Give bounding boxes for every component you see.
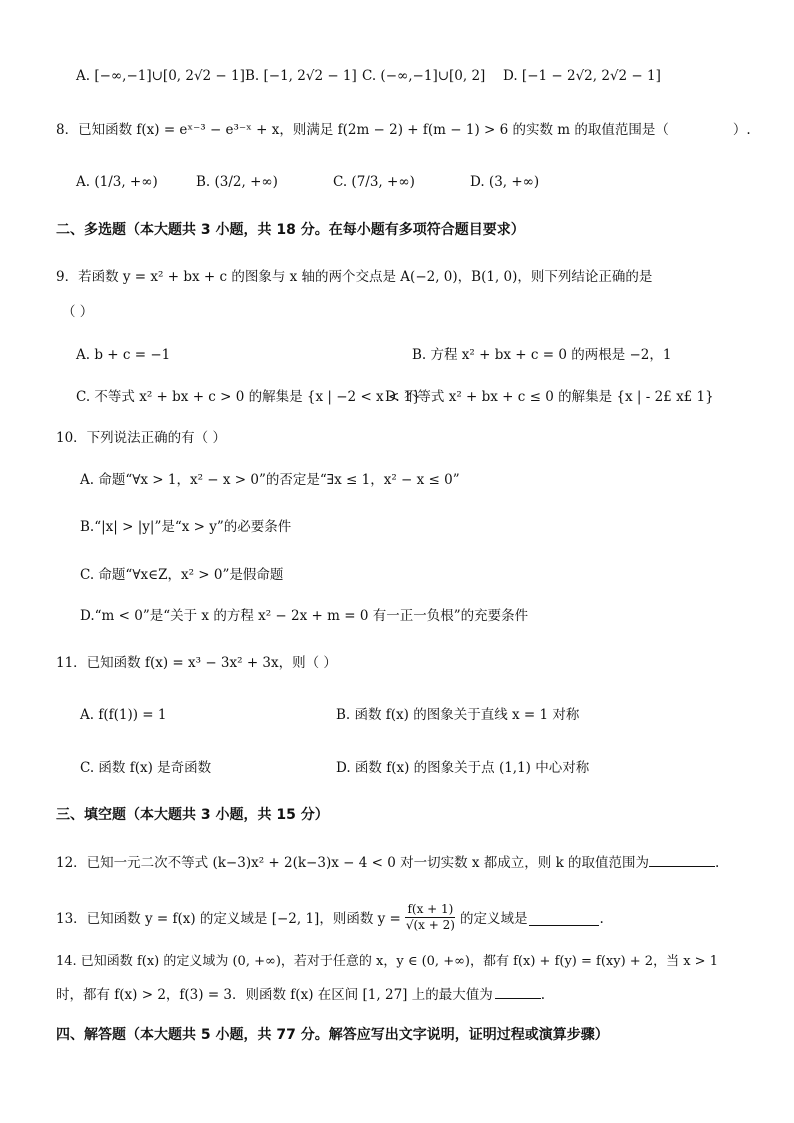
- q8-option-c: C. (7/3, +∞): [333, 174, 415, 190]
- q13-fraction: [404, 902, 457, 933]
- q13-end: .: [599, 910, 604, 927]
- q14-line-2-text: 时，都有 f(x) > 2，f(3) = 3．则函数 f(x) 在区间 [1, 27] 上的最大值为: [56, 987, 493, 1003]
- q9-option-b: B. 方程 x² + bx + c = 0 的两根是 −2，1: [412, 347, 672, 363]
- q14-end: .: [540, 987, 546, 1003]
- section-2-heading: 二、多选题（本大题共 3 小题，共 18 分。在每小题有多项符合题目要求）: [56, 222, 525, 238]
- q13-answer-blank: [529, 911, 599, 926]
- q13-stem-a: 13．已知函数 y = f(x) 的定义域是 [−2, 1]，则函数 y =: [56, 910, 401, 927]
- q8-option-a: A. (1/3, +∞): [76, 174, 158, 190]
- section-4-heading: 四、解答题（本大题共 5 小题，共 77 分。解答应写出文字说明，证明过程或演算步骤）: [56, 1027, 609, 1043]
- q10-option-d: D.“m < 0”是“关于 x 的方程 x² − 2x + m = 0 有一正一负根”的充要条件: [80, 608, 529, 624]
- q13-stem: [56, 903, 604, 934]
- q13-stem-b: 的定义域是: [459, 910, 528, 927]
- q12-stem-text: 12．已知一元二次不等式 (k−3)x² + 2(k−3)x − 4 < 0 对一切实数 x 都成立，则 k 的取值范围为: [56, 855, 650, 871]
- q7-option-c: C. (−∞,−1]∪[0, 2]: [362, 68, 486, 84]
- q14-line-2: [56, 984, 545, 1005]
- q8-option-b: B. (3/2, +∞): [196, 174, 278, 190]
- q9-paren: （ ）: [62, 304, 94, 320]
- q11-stem: 11．已知函数 f(x) = x³ − 3x² + 3x，则（ ）: [56, 655, 337, 671]
- q8-option-d: D. (3, +∞): [470, 174, 540, 190]
- q11-option-c: C. 函数 f(x) 是奇函数: [80, 760, 212, 776]
- q10-option-c: C. 命题“∀x∈Z，x² > 0”是假命题: [80, 567, 284, 583]
- q14-line-1: 14. 已知函数 f(x) 的定义域为 (0, +∞)，若对于任意的 x，y ∈ (0, +∞)，都有 f(x) + f(y) = f(xy) + 2，当 x > 1: [56, 954, 718, 969]
- q7-option-b: B. [−1, 2√2 − 1]: [245, 68, 357, 84]
- q12-end: .: [715, 855, 720, 871]
- q8-stem: [56, 120, 751, 140]
- q8-stem-text: 8．已知函数 f(x) = eˣ⁻³ − e³⁻ˣ + x，则满足 f(2m − 2) + f(m − 1) > 6 的实数 m 的取值范围是（: [56, 122, 669, 138]
- q14-answer-blank: [495, 984, 541, 999]
- q11-option-b: B. 函数 f(x) 的图象关于直线 x = 1 对称: [336, 707, 580, 723]
- q7-option-d: D. [−1 − 2√2, 2√2 − 1]: [503, 68, 661, 84]
- q9-option-a: A. b + c = −1: [76, 347, 171, 363]
- q12-stem: [56, 852, 719, 873]
- q10-stem: 10．下列说法正确的有（ ）: [56, 430, 226, 446]
- q7-option-a: A. [−∞,−1]∪[0, 2√2 − 1]: [76, 68, 245, 84]
- q9-option-d: D. 不等式 x² + bx + c ≤ 0 的解集是 {x | - 2£ x£ 1}: [385, 389, 714, 405]
- section-3-heading: 三、填空题（本大题共 3 小题，共 15 分）: [56, 807, 329, 823]
- q10-option-b: B.“|x| > |y|”是“x > y”的必要条件: [80, 519, 292, 535]
- q11-option-d: D. 函数 f(x) 的图象关于点 (1,1) 中心对称: [336, 760, 590, 776]
- q13-numerator: f(x + 1): [407, 902, 454, 916]
- q10-option-a: A. 命题“∀x > 1，x² − x > 0”的否定是“∃x ≤ 1，x² − x ≤ 0”: [80, 472, 460, 488]
- q12-answer-blank: [649, 852, 715, 867]
- q8-close: ）.: [732, 122, 751, 138]
- q11-option-a: A. f(f(1)) = 1: [80, 707, 167, 723]
- q9-stem: 9．若函数 y = x² + bx + c 的图象与 x 轴的两个交点是 A(−2, 0)，B(1, 0)，则下列结论正确的是: [56, 269, 653, 285]
- q9-option-c: C. 不等式 x² + bx + c > 0 的解集是 {x | −2 < x < 1}: [76, 389, 421, 405]
- q13-denominator: √(x + 2): [405, 918, 455, 932]
